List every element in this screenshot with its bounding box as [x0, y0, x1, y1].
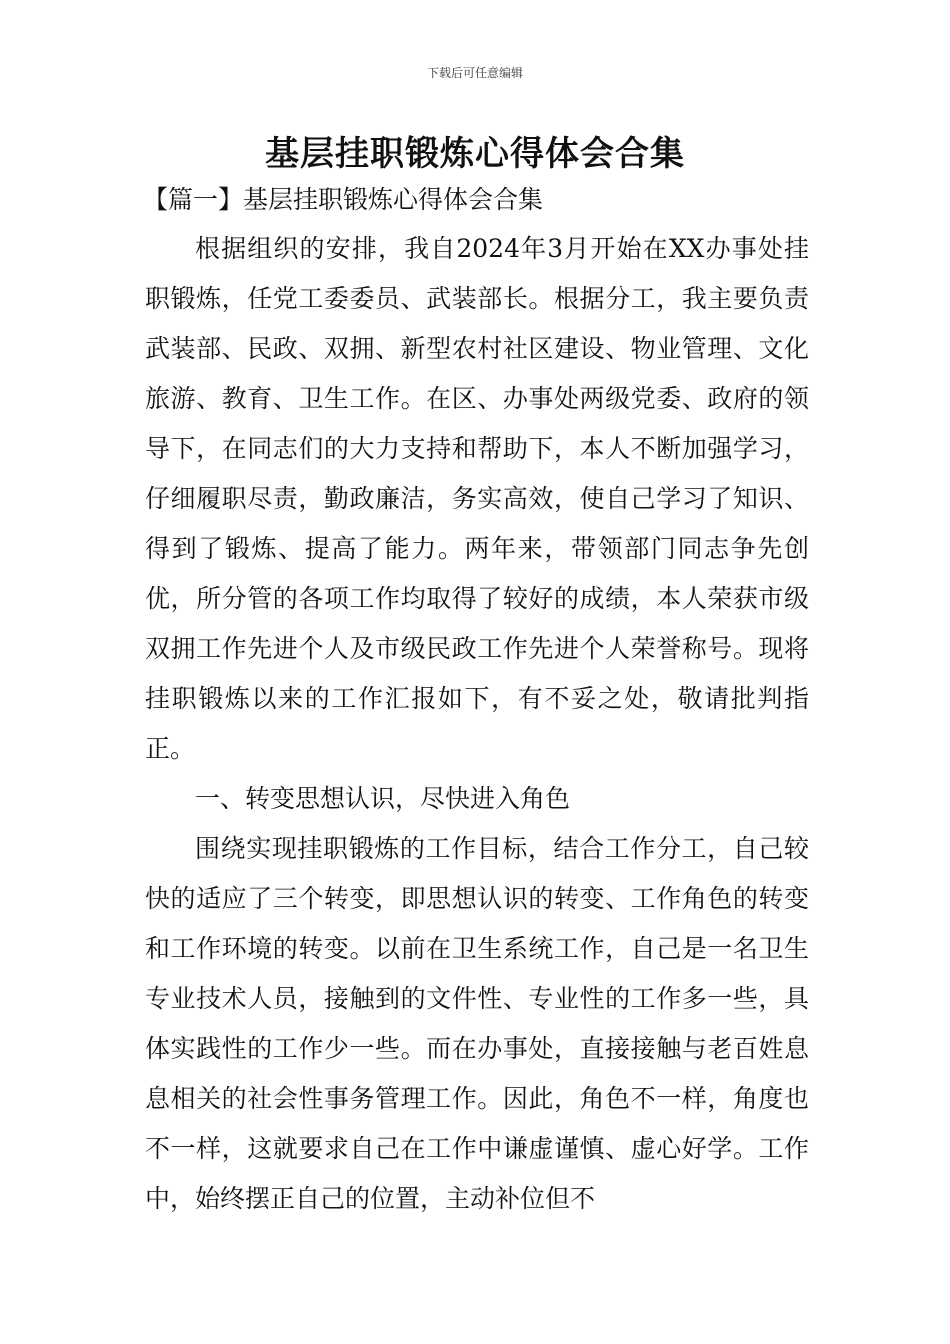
paragraph-intro: 根据组织的安排，我自2024年3月开始在XX办事处挂职锻炼，任党工委委员、武装部长。根据分工，我主要负责武装部、民政、双拥、新型农村社区建设、物业管理、文化旅游、教育、卫生工作。在区、办事处两级党委、政府的领导下，在同志们的大力支持和帮助下，本人不断加强学习，仔细履职尽责，勤政廉洁，务实高效，使自己学习了知识、得到了锻炼、提高了能力。两年来，带领部门同志争先创优，所分管的各项工作均取得了较好的成绩，本人荣获市级双拥工作先进个人及市级民政工作先进个人荣誉称号。现将挂职锻炼以来的工作汇报如下，有不妥之处，敬请批判指正。 [145, 234, 809, 763]
section-heading: 【篇一】基层挂职锻炼心得体会合集 [143, 185, 544, 214]
header-note: 下载后可任意编辑 [426, 66, 523, 80]
page-title: 基层挂职锻炼心得体会合集 [265, 134, 685, 174]
paragraph-body: 围绕实现挂职锻炼的工作目标，结合工作分工，自己较快的适应了三个转变，即思想认识的转变、工作角色的转变和工作环境的转变。以前在卫生系统工作，自己是一名卫生专业技术人员，接触到的文件性、专业性的工作多一些，具体实践性的工作少一些。而在办事处，直接接触与老百姓息息相关的社会性事务管理工作。因此，角色不一样，角度也不一样，这就要求自己在工作中谦虚谨慎、虚心好学。工作中，始终摆正自己的位置，主动补位但不 [145, 834, 809, 1213]
paragraph-subheading: 一、转变思想认识，尽快进入角色 [195, 784, 571, 813]
body-text [145, 224, 809, 1224]
